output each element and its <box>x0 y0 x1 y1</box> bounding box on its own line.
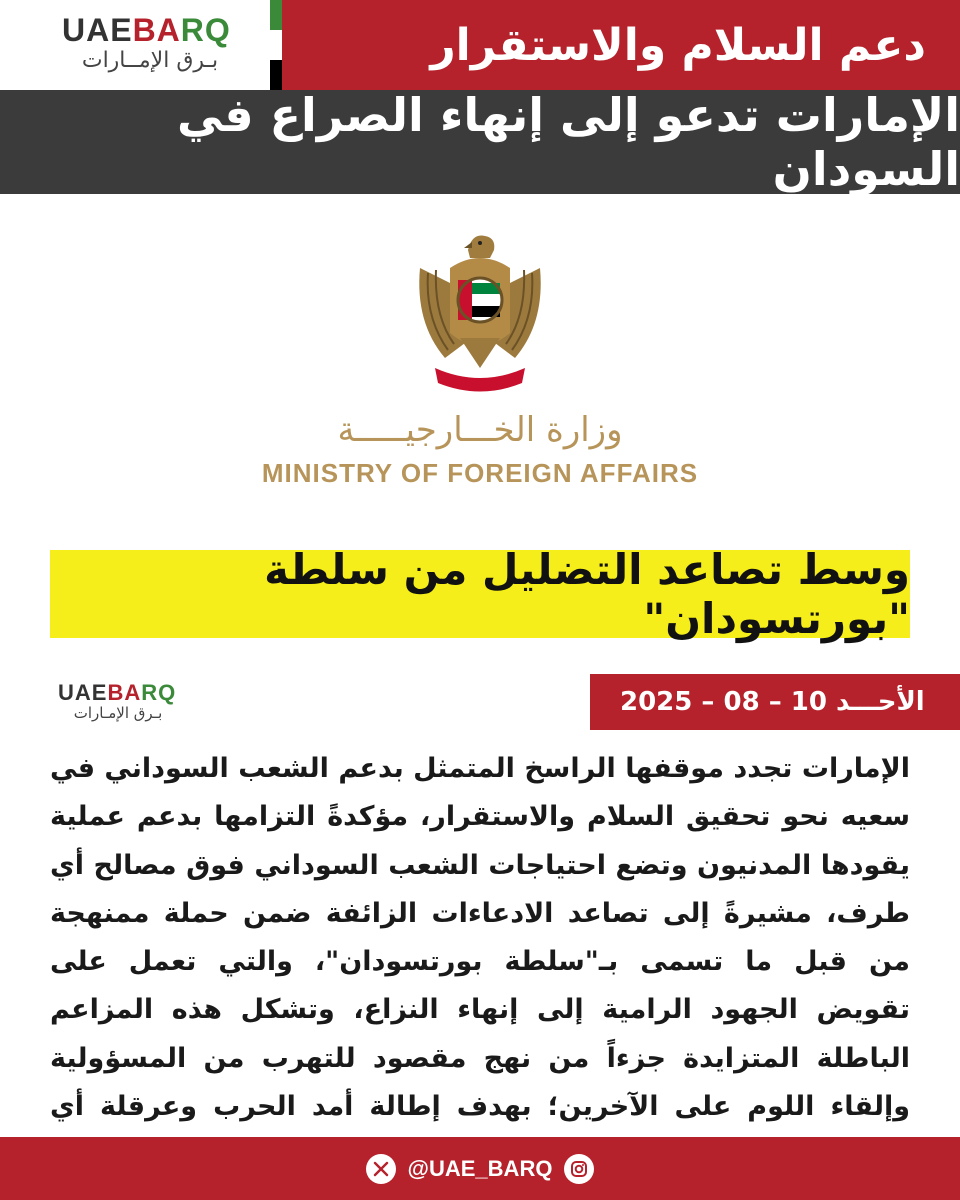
uae-falcon-emblem-icon <box>410 228 550 398</box>
instagram-icon[interactable] <box>564 1154 594 1184</box>
date-text: الأحـــد 10 – 08 – 2025 <box>620 687 925 717</box>
small-logo-latin: UAEBARQ <box>58 680 177 705</box>
highlight-banner <box>50 545 910 643</box>
x-icon[interactable] <box>366 1154 396 1184</box>
small-logo-arabic: بـرق الإمـارات <box>73 704 163 722</box>
brand-logo-latin: UAEBARQ <box>62 12 231 48</box>
flag-strip <box>270 0 282 90</box>
ministry-name-english: MINISTRY OF FOREIGN AFFAIRS <box>261 458 699 488</box>
banner <box>282 0 960 90</box>
brand-logo-arabic: بـرق الإمــارات <box>81 48 219 73</box>
banner-title: دعم السلام والاستقرار <box>430 19 926 71</box>
footer-bar <box>0 1137 960 1200</box>
headline-bar <box>0 90 960 194</box>
ministry-name-arabic: وزارة الخـــارجيـــــة <box>337 410 623 450</box>
date-badge <box>590 674 960 730</box>
highlight-text: وسط تصاعد التضليل من سلطة "بورتسودان" <box>264 545 910 643</box>
headline: الإمارات تدعو إلى إنهاء الصراع في السودان <box>176 88 960 196</box>
article-body <box>50 745 910 1180</box>
social-handle[interactable]: @UAE_BARQ <box>407 1155 553 1181</box>
article-text: الإمارات تجدد موقفها الراسخ المتمثل بدعم الشعب السوداني في سعيه نحو تحقيق السلام والاستقرار، مؤكدةً التزامها بدعم عملية يقودها المدنيون وتضع احتياجات الشعب السوداني فوق مصالح أي طرف، مشيرةً إلى تصاعد الادعاءات الزائفة ضمن حملة ممنهجة من قبل ما تسمى بـ"سلطة بورتسودان"، والتي تعمل على تقويض الجهود الرامية إلى إنهاء النزاع، وتشكل هذه المزاعم الباطلة المتزايدة جزءاً من نهج مقصود للتهرب من المسؤولية وإلقاء اللوم على الآخرين؛ بهدف إطالة أمد الحرب وعرقلة أي <box>50 753 910 1123</box>
